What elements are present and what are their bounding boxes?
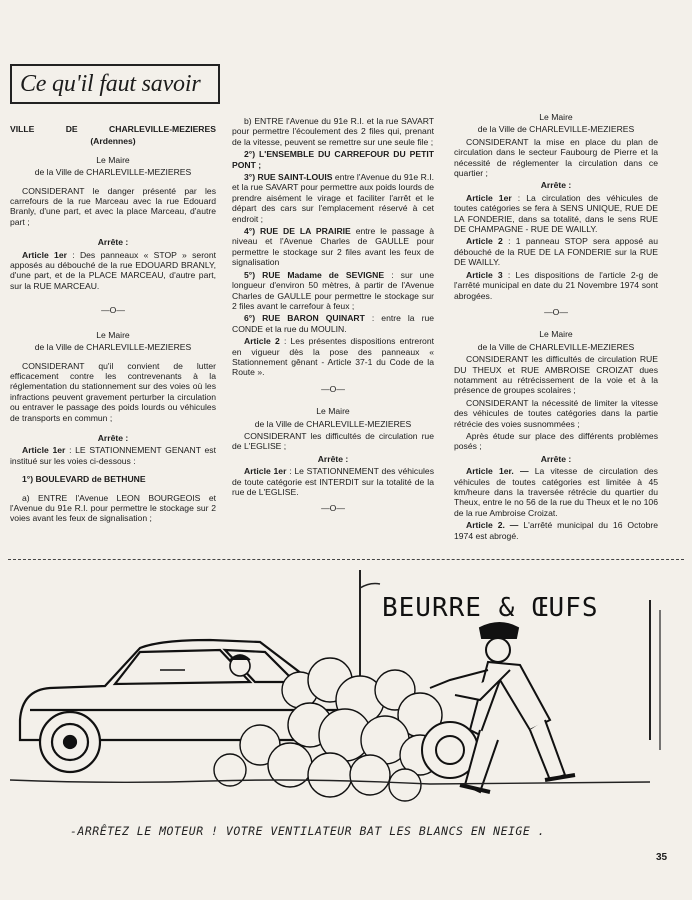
considerant-text: CONSIDERANT les difficultés de circulation rue de L'EGLISE ; [232, 430, 434, 452]
article-paragraph: Article 2 : Les présentes dispositions entreront en vigueur dès la pose des panneaux « Stationnement gênant - Article 37-1 du Code de la Route ». [232, 336, 435, 378]
section-title-box [10, 64, 220, 104]
considerant-text: CONSIDERANT les difficultés de circulation RUE DU THEUX et RUE AMBROISE CROIZAT dues notamment au rétrécissement de la voie et à la présence de groupes scolaires ; [454, 354, 658, 396]
article-paragraph: Article 1er : Le STATIONNEMENT des véhicules de toute catégorie est INTERDIT sur la totalité de la rue de L'EGLISE. [232, 466, 434, 497]
maire-label: Le Maire [539, 112, 573, 122]
maire-label: Le Maire [96, 329, 130, 340]
section-title: Ce qu'il faut savoir [20, 71, 201, 97]
etude-text: Après étude sur place des différents problèmes posés ; [454, 430, 658, 452]
maire-ville: de la Ville de CHARLEVILLE-MEZIERES [477, 341, 635, 352]
article-text: : LE STATIONNEMENT GENANT est institué sur les voies ci-dessous : [10, 445, 216, 466]
article-paragraph [10, 445, 216, 466]
considerant-text: CONSIDERANT la mise en place du plan de circulation dans le secteur Faubourg de Pierre et la nécessité de réglementer la circulation dans ce quartier ; [454, 136, 658, 179]
ville-heading [10, 124, 216, 134]
shop-sign: BEURRE & ŒUFS [382, 593, 599, 623]
article-paragraph: Article 1er : La circulation des véhicules de toutes catégories se fera à SENS UNIQUE, RUE DE LA FONDERIE, dans sa totalité, dans le sens RUE DE CHAMPAGNE - RUE DE WAILLY. [454, 192, 658, 235]
article-label: Article 1er [22, 445, 66, 456]
item-heading: 2°) L'ENSEMBLE DU CARREFOUR DU PETIT PONT ; [232, 149, 434, 170]
considerant-text: CONSIDERANT qu'il convient de lutter efficacement contre les contrevenants à la réglementation du stationnement sur des voies où les infractions peuvent gravement perturber la circulation ou entraver le passage des poids lourds ou véhicules de transports en commun ; [10, 360, 216, 423]
maire-ville: de la Ville de CHARLEVILLE-MEZIERES [34, 342, 192, 353]
maire-ville: de la Ville de CHARLEVILLE-MEZIERES [254, 418, 412, 429]
maire-label: Le Maire [539, 329, 573, 340]
considerant-text: CONSIDERANT le danger présenté par les carrefours de la rue Marceau avec la rue Edouard Branly, d'une part, et avec la place Marceau, d'autre part ; [10, 185, 216, 227]
ville-de: DE [65, 124, 78, 134]
arrete-heading: Arrête : [540, 180, 572, 191]
article-label: Article 1er [22, 249, 67, 260]
arrete-heading: Arrête : [317, 453, 349, 464]
article-text: : Des panneaux « STOP » seront apposés au débouché de la rue EDOUARD BRANLY, d'une part, et de la PLACE MARCEAU, d'autre part, sur la RUE MARCEAU. [10, 249, 217, 291]
item-paragraph: 5°) RUE Madame de SEVIGNE : sur une longueur d'environ 50 mètres, à partir de l'Avenue Charles de GAULLE pour permettre le stockage sur 2 files avant le carrefour à feux ; [232, 269, 434, 311]
item-paragraph: 6°) RUE BARON QUINART : entre la rue CONDE et la rue du MOULIN. [232, 313, 435, 334]
page-number: 35 [656, 852, 668, 863]
cartoon-illustration [10, 570, 680, 820]
ardennes-label: (Ardennes) [90, 136, 136, 147]
article-paragraph: Article 2. — L'arrêté municipal du 16 Octobre 1974 est abrogé. [454, 520, 658, 541]
separator: —O— [321, 503, 345, 514]
column-3 [454, 112, 658, 543]
article-paragraph [10, 250, 216, 292]
column-2 [232, 116, 434, 520]
column-1 [10, 124, 216, 526]
considerant-text: CONSIDERANT la nécessité de limiter la vitesse des véhicules de toutes catégories dans la partie rétrécie des voies susnommées ; [454, 397, 658, 429]
item-heading: 1°) BOULEVARD de BETHUNE [22, 474, 146, 485]
article-paragraph: Article 1er. — La vitesse de circulation des véhicules de toutes catégories est limitée à 45 km/heure dans la traversée rétrécie du quartier du Theux, entre le no 56 de la rue du Theux et le no 106 de la rue Ambroise Croizat. [454, 466, 658, 518]
item-paragraph: 4°) RUE DE LA PRAIRIE entre le passage à niveau et l'Avenue Charles de GAULLE pour permettre le stockage sur 2 files avant les feux de signalisation [232, 226, 434, 268]
arrete-heading: Arrête : [540, 453, 572, 464]
item-text: a) ENTRE l'Avenue LEON BOURGEOIS et l'Avenue du 91e R.I. pour permettre le stockage sur 2 voies avant les feux de signalisation ; [10, 492, 216, 524]
maire-ville: de la Ville de CHARLEVILLE-MEZIERES [34, 167, 192, 178]
separator: —O— [101, 305, 125, 316]
section-divider [8, 559, 684, 560]
maire-label: Le Maire [316, 406, 350, 417]
maire-label: Le Maire [96, 154, 130, 165]
ville-label: VILLE [10, 124, 35, 134]
driver [230, 655, 250, 676]
separator: —O— [544, 306, 568, 317]
arrete-heading: Arrête : [97, 237, 129, 248]
ville-name: CHARLEVILLE-MEZIERES [109, 124, 216, 134]
article-paragraph: Article 3 : Les dispositions de l'article 2-g de l'arrêté municipal en date du 21 Novembre 1974 sont abrogées. [454, 269, 659, 301]
separator: —O— [321, 383, 345, 394]
item-paragraph: 3°) RUE SAINT-LOUIS entre l'Avenue du 91e R.I. et la rue SAVART pour permettre aux poids lourds de prendre aisément le virage et faciliter l'arrêt et le départ des cars sur l'emplacement réservé à cet endroit ; [232, 172, 434, 224]
arrete-heading: Arrête : [97, 432, 129, 443]
article-paragraph: Article 2 : 1 panneau STOP sera apposé au débouché de la RUE DE LA FONDERIE sur la RUE DE WAILLY. [454, 236, 658, 268]
maire-ville: de la Ville de CHARLEVILLE-MEZIERES [477, 124, 635, 135]
item-text: b) ENTRE l'Avenue du 91e R.I. et la rue SAVART pour permettre l'écoulement des 2 files qui, prenant de la vitesse, peuvent se remettre sur une seule file ; [232, 116, 434, 147]
cartoon-caption: -ARRÊTEZ LE MOTEUR ! VOTRE VENTILATEUR BAT LES BLANCS EN NEIGE . [70, 824, 546, 838]
